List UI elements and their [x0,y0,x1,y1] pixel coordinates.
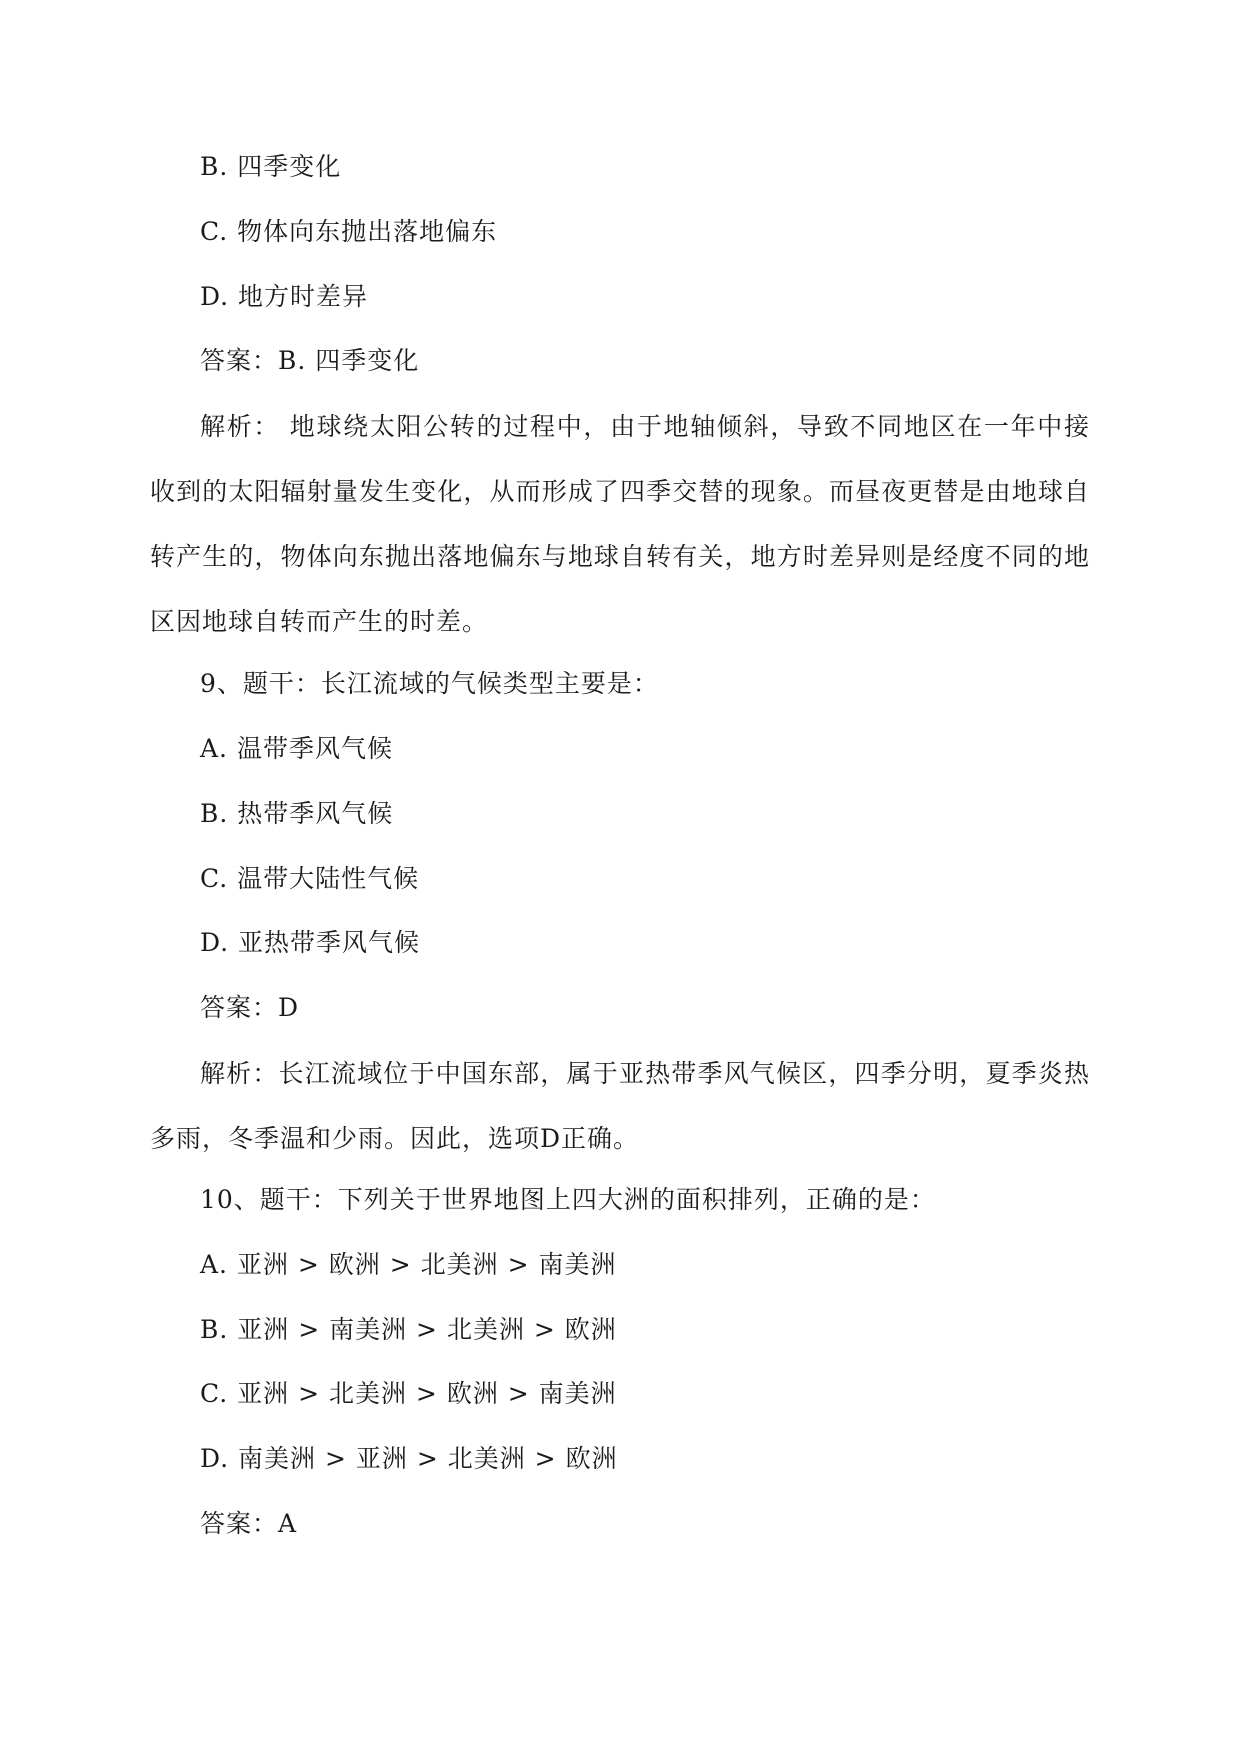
q9-stem: 9、题干：长江流域的气候类型主要是： [200,669,659,698]
q8-option-d: D. 地方时差异 [200,282,369,311]
q8-answer: 答案：B. 四季变化 [200,346,420,375]
q10-option-d: D. 南美洲 > 亚洲 > 北美洲 > 欧洲 [200,1444,618,1473]
q8-analysis: 解析： 地球绕太阳公转的过程中，由于地轴倾斜，导致不同地区在一年中接收到的太阳辐射量发生变化，从而形成了四季交替的现象。而昼夜更替是由地球自转产生的，物体向东抛出落地偏东与地球自转有关，地方时差异则是经度不同的地区因地球自转而产生的时差。 [150,412,1090,636]
q9-option-b: B. 热带季风气候 [200,799,394,828]
q10-option-b: B. 亚洲 > 南美洲 > 北美洲 > 欧洲 [200,1315,617,1344]
q8-option-b: B. 四季变化 [200,152,342,181]
q9-answer: 答案：D [200,993,300,1022]
q10-option-a: A. 亚洲 > 欧洲 > 北美洲 > 南美洲 [200,1250,617,1279]
q9-option-a: A. 温带季风气候 [200,734,393,763]
q8-option-c: C. 物体向东抛出落地偏东 [200,217,498,246]
q10-answer: 答案：A [200,1509,298,1538]
q9-option-c: C. 温带大陆性气候 [200,864,420,893]
q10-option-c: C. 亚洲 > 北美洲 > 欧洲 > 南美洲 [200,1379,617,1408]
q10-stem: 10、题干：下列关于世界地图上四大洲的面积排列，正确的是： [200,1185,936,1214]
q9-analysis: 解析：长江流域位于中国东部，属于亚热带季风气候区，四季分明，夏季炎热多雨，冬季温和少雨。因此，选项D正确。 [150,1059,1090,1153]
q9-option-d: D. 亚热带季风气候 [200,928,421,957]
